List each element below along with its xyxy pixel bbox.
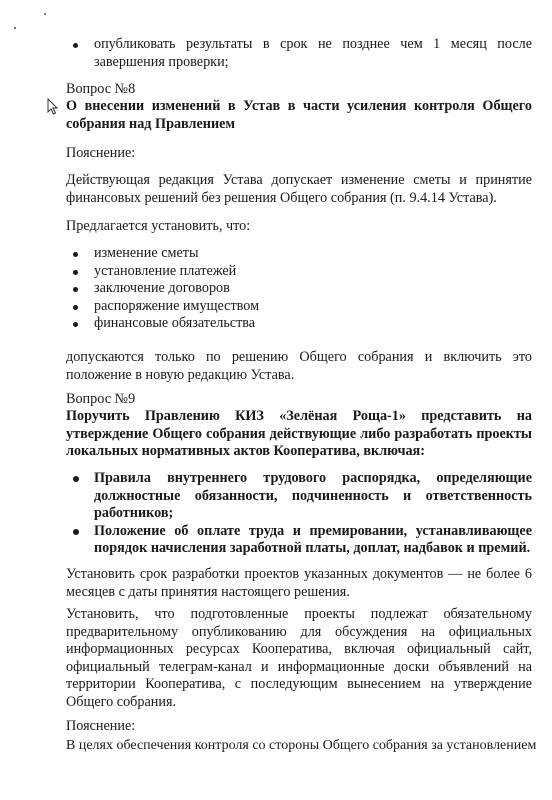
q8-conclusion: допускаются только по решению Общего собрания и включить это положение в новую редакцию Устава. xyxy=(66,349,532,383)
q9-title: Поручить Правлению КИЗ «Зелёная Роща-1» представить на утверждение Общего собрания действующие либо разработать проекты локальных нормативных актов Кооператива, включая: xyxy=(66,408,532,459)
list-item: Положение об оплате труда и премировании, устанавливающее порядок начисления заработной платы, доплат, надбавок и премий. xyxy=(94,522,532,556)
list-item: изменение сметы xyxy=(94,245,199,261)
list-item: опубликовать результаты в срок не позднее чем 1 месяц после завершения проверки; xyxy=(94,36,532,70)
list-item: распоряжение имуществом xyxy=(94,297,260,314)
q8-explanation-label: Пояснение: xyxy=(66,145,136,161)
q9-deadline: Установить срок разработки проектов указанных документов — не более 6 месяцев с даты принятия настоящего решения. xyxy=(66,566,532,600)
q9-explanation-label: Пояснение: xyxy=(66,718,136,734)
q8-heading: Вопрос №8 xyxy=(66,81,136,97)
list-item: финансовые обязательства xyxy=(94,315,256,331)
list-item: Правила внутреннего трудового распорядка, определяющие должностные обязанности, подчиненность и ответственность работников; xyxy=(94,470,532,521)
q8-proposal: Предлагается установить, что: xyxy=(66,218,251,234)
mouse-pointer-icon xyxy=(47,98,59,115)
list-item: установление платежей xyxy=(94,262,237,279)
q8-title: О внесении изменений в Устав в части усиления контроля Общего собрания над Правлением xyxy=(66,98,532,132)
top-bullet-list xyxy=(66,36,532,71)
list-item: заключение договоров xyxy=(94,280,230,296)
q9-explanation-text: В целях обеспечения контроля со стороны Общего собрания за установлением xyxy=(66,738,537,753)
scan-speck xyxy=(14,27,16,29)
scan-speck xyxy=(44,13,46,15)
q8-items-list xyxy=(66,245,532,333)
q8-explanation-text: Действующая редакция Устава допускает изменение сметы и принятие финансовых решений без решения Общего собрания (п. 9.4.14 Устава). xyxy=(66,172,532,206)
q9-publication: Установить, что подготовленные проекты подлежат обязательному предварительному опубликованию для обсуждения на официальных информационных ресурсах Кооператива, включая официальный сайт, официальный телеграм-канал и информационные доски объявлений на территории Кооператива, с последующим вынесением на утверждение Общего собрания. xyxy=(66,606,532,710)
q9-items-list xyxy=(66,470,532,558)
q9-heading: Вопрос №9 xyxy=(66,391,136,407)
